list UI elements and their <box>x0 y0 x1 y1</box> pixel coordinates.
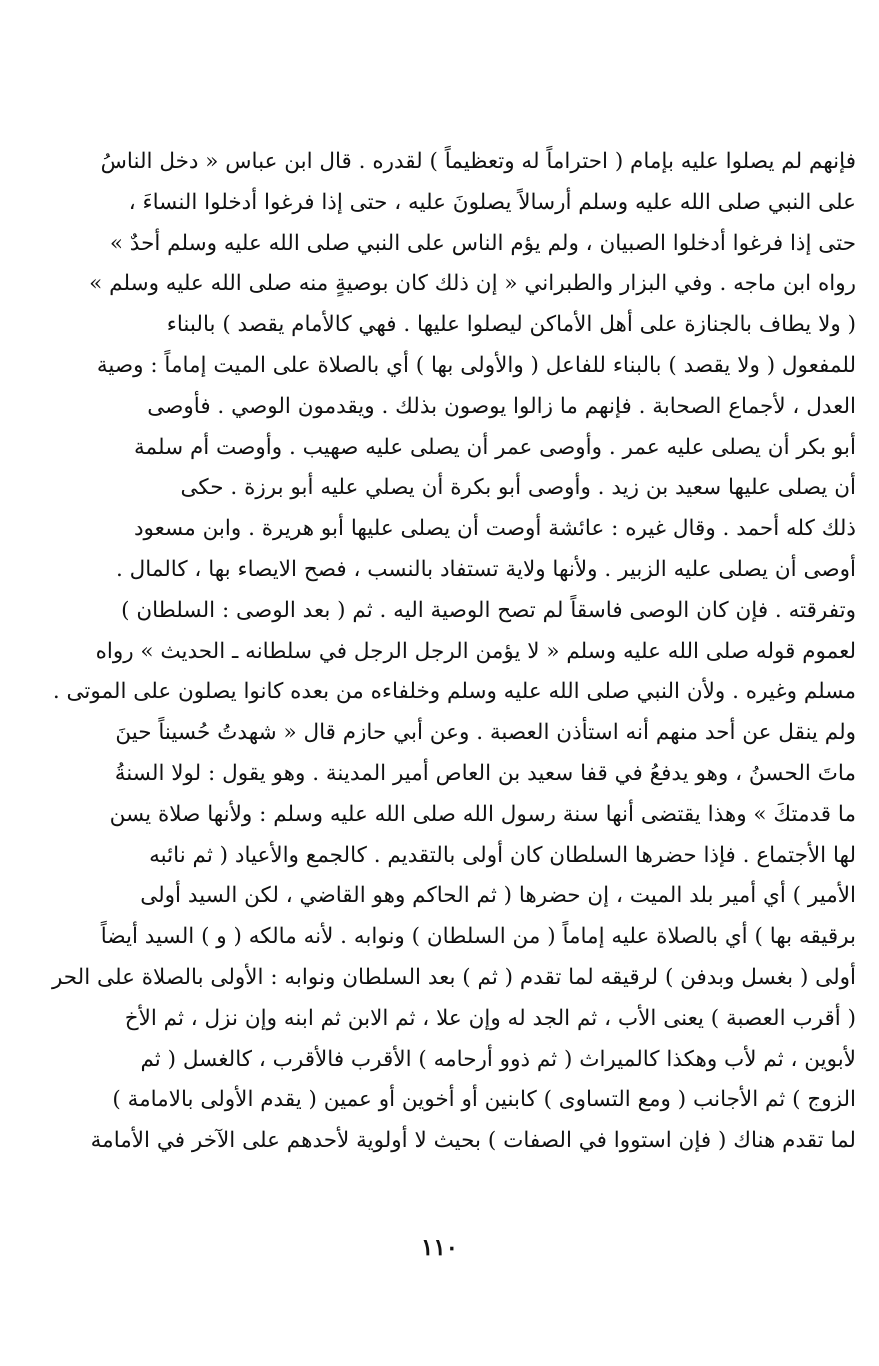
text-line: وتفرقته . فإن كان الوصى فاسقاً لم تصح الوصية اليه . ثم ( بعد الوصى : السلطان ) <box>121 597 856 623</box>
text-line: حتى إذا فرغوا أدخلوا الصبيان ، ولم يؤم الناس على النبي صلى الله عليه وسلم أحدٌ » <box>109 230 856 256</box>
text-line: لما تقدم هناك ( فإن استووا في الصفات ) بحيث لا أولوية لأحدهم على الآخر في الأمامة <box>90 1128 856 1154</box>
text-line: ولم ينقل عن أحد منهم أنه استأذن العصبة . وعن أبي حازم قال « شهدتُ حُسيناً حينَ <box>115 720 856 746</box>
text-line: ماتَ الحسنُ ، وهو يدفعُ في قفا سعيد بن العاص أمير المدينة . وهو يقول : لولا السنةُ <box>114 760 856 786</box>
text-line: للمفعول ( ولا يقصد ) بالبناء للفاعل ( والأولى بها ) أي بالصلاة على الميت إماماً : وصية <box>96 352 856 378</box>
text-line: ما قدمتكَ » وهذا يقتضى أنها سنة رسول الله صلى الله عليه وسلم : ولأنها صلاة يسن <box>109 801 856 827</box>
body-text <box>20 142 856 1162</box>
text-line: لعموم قوله صلى الله عليه وسلم « لا يؤمن الرجل الرجل في سلطانه ـ الحديث » رواه <box>95 638 856 664</box>
text-line: رواه ابن ماجه . وفي البزار والطبراني « إن ذلك كان بوصيةٍ منه صلى الله عليه وسلم » <box>89 271 856 297</box>
text-line: أولى ( بغسل وبدفن ) لرقيقه لما تقدم ( ثم ) بعد السلطان ونوابه : الأولى بالصلاة على الحر <box>51 964 856 990</box>
text-line: أبو بكر أن يصلى عليه عمر . وأوصى عمر أن يصلى عليه صهيب . وأوصت أم سلمة <box>134 434 856 460</box>
text-line: الزوج ) ثم الأجانب ( ومع التساوى ) كابنين أو أخوين أو عمين ( يقدم الأولى بالامامة ) <box>112 1087 856 1113</box>
text-line: أوصى أن يصلى عليه الزبير . ولأنها ولاية تستفاد بالنسب ، فصح الايصاء بها ، كالمال . <box>115 556 856 582</box>
text-line: على النبي صلى الله عليه وسلم أرسالاً يصلونَ عليه ، حتى إذا فرغوا أدخلوا النساءَ ، <box>128 189 856 215</box>
text-line: لأبوين ، ثم لأب وهكذا كالميراث ( ثم ذوو أرحامه ) الأقرب فالأقرب ، كالغسل ( ثم <box>140 1046 856 1072</box>
text-line: فإنهم لم يصلوا عليه بإمام ( احتراماً له وتعظيماً ) لقدره . قال ابن عباس « دخل الناسُ <box>100 149 856 174</box>
page-number: ١١٠ <box>420 1234 459 1261</box>
text-line: العدل ، لأجماع الصحابة . فإنهم ما زالوا يوصون بذلك . ويقدمون الوصي . فأوصى <box>147 393 856 419</box>
text-line: ( ولا يطاف بالجنازة على أهل الأماكن ليصلوا عليها . فهي كالأمام يقصد ) بالبناء <box>166 312 856 338</box>
text-line: ذلك كله أحمد . وقال غيره : عائشة أوصت أن يصلى عليها أبو هريرة . وابن مسعود <box>133 516 856 542</box>
text-line: لها الأجتماع . فإذا حضرها السلطان كان أولى بالتقديم . كالجمع والأعياد ( ثم نائبه <box>149 842 856 868</box>
text-line: مسلم وغيره . ولأن النبي صلى الله عليه وسلم وخلفاءه من بعده كانوا يصلون على الموتى . <box>52 679 856 705</box>
text-line: الأمير ) أي أمير بلد الميت ، إن حضرها ( ثم الحاكم وهو القاضي ، لكن السيد أولى <box>140 883 856 909</box>
text-line: ( أقرب العصبة ) يعنى الأب ، ثم الجد له وإن علا ، ثم الابن ثم ابنه وإن نزل ، ثم الأخ <box>124 1005 856 1031</box>
text-line: أن يصلى عليها سعيد بن زيد . وأوصى أبو بكرة أن يصلي عليه أبو برزة . حكى <box>180 475 856 501</box>
text-line: برقيقه بها ) أي بالصلاة عليه إماماً ( من السلطان ) ونوابه . لأنه مالكه ( و ) السيد أيضاً <box>100 924 856 950</box>
